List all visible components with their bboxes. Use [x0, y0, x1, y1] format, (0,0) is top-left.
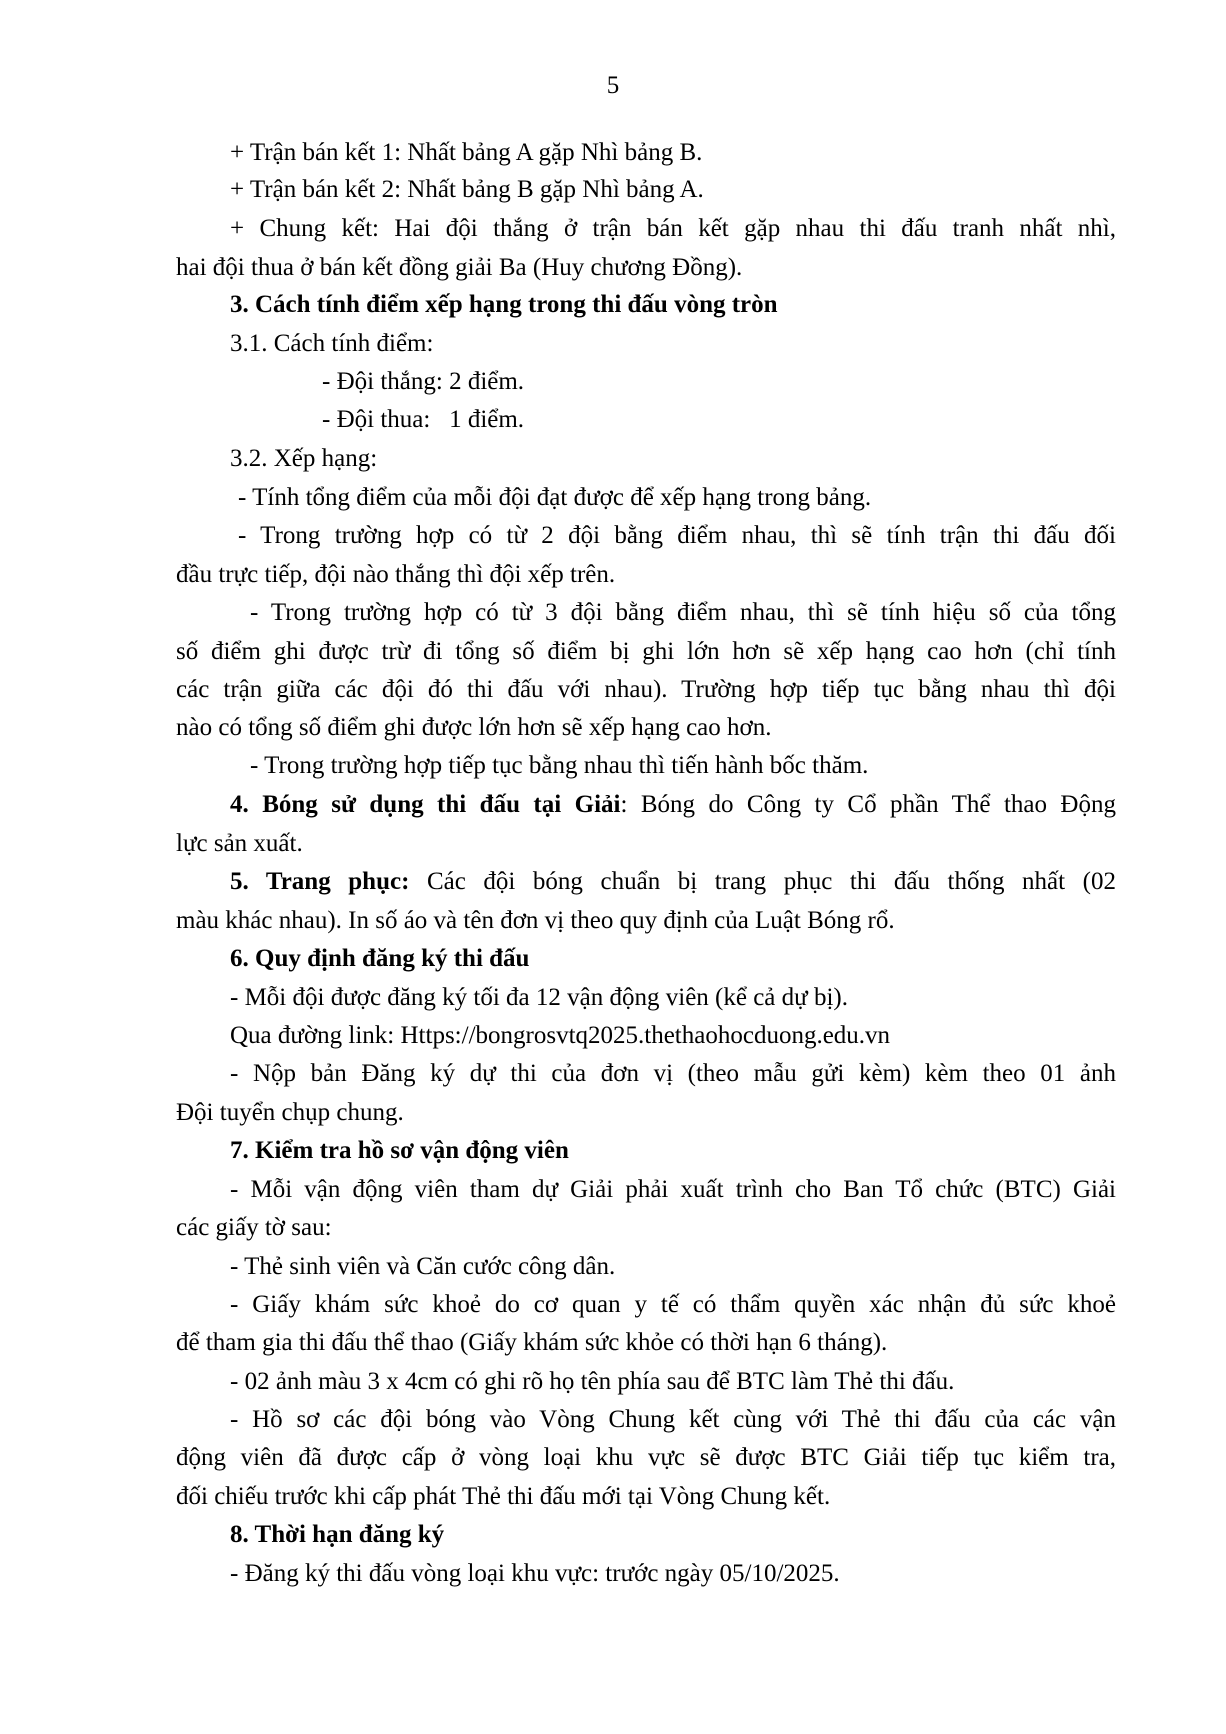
ranking-rule-2-line-2: đầu trực tiếp, đội nào thắng thì đội xếp trên.: [176, 561, 616, 588]
registration-deadline: - Đăng ký thi đấu vòng loại khu vực: trước ngày 05/10/2025.: [230, 1560, 840, 1587]
section-4-text: : Bóng do Công ty Cổ phần Thể thao Động: [620, 791, 1116, 818]
student-card-rule: - Thẻ sinh viên và Căn cước công dân.: [230, 1253, 616, 1280]
final-round-docs-line-1: - Hồ sơ các đội bóng vào Vòng Chung kết cùng với Thẻ thi đấu của các vận: [230, 1406, 1116, 1433]
section-4-line-1: [230, 790, 1116, 820]
health-certificate-line-1: - Giấy khám sức khoẻ do cơ quan y tế có thẩm quyền xác nhận đủ sức khoẻ: [230, 1291, 1116, 1318]
section-4-line-2: lực sản xuất.: [176, 830, 303, 857]
section-8-heading: [230, 1520, 1170, 1550]
health-certificate-line-2: để tham gia thi đấu thể thao (Giấy khám sức khỏe có thời hạn 6 tháng).: [176, 1329, 888, 1356]
semifinal-2: + Trận bán kết 2: Nhất bảng B gặp Nhì bảng A.: [230, 176, 704, 203]
final-round-docs-line-2: động viên đã được cấp ở vòng loại khu vực sẽ được BTC Giải tiếp tục kiểm tra,: [176, 1444, 1116, 1471]
final-line-1: + Chung kết: Hai đội thắng ở trận bán kết gặp nhau thi đấu tranh nhất nhì,: [230, 215, 1116, 242]
submit-form-line-1: - Nộp bản Đăng ký dự thi của đơn vị (theo mẫu gửi kèm) kèm theo 01 ảnh: [230, 1060, 1116, 1087]
section-3-heading: [230, 290, 1170, 320]
section-8-title: 8. Thời hạn đăng ký: [230, 1521, 445, 1548]
section-3-title: 3. Cách tính điểm xếp hạng trong thi đấu vòng tròn: [230, 291, 778, 318]
page-number: 5: [606, 72, 620, 99]
section-5-text: Các đội bóng chuẩn bị trang phục thi đấu thống nhất (02: [409, 868, 1116, 895]
registration-link: Qua đường link: Https://bongrosvtq2025.thethaohocduong.edu.vn: [230, 1022, 891, 1049]
documents-intro-line-2: các giấy tờ sau:: [176, 1214, 332, 1241]
final-line-2: hai đội thua ở bán kết đồng giải Ba (Huy chương Đồng).: [176, 254, 743, 281]
section-5-line-1: [230, 867, 1116, 897]
section-6-heading: [230, 944, 1170, 974]
section-7-title: 7. Kiểm tra hồ sơ vận động viên: [230, 1137, 569, 1164]
ranking-rule-1: - Tính tổng điểm của mỗi đội đạt được để xếp hạng trong bảng.: [238, 484, 872, 511]
ranking-rule-3-line-3: các trận giữa các đội đó thi đấu với nhau). Trường hợp tiếp tục bằng nhau thì đội: [176, 676, 1116, 703]
max-players-rule: - Mỗi đội được đăng ký tối đa 12 vận động viên (kể cả dự bị).: [230, 984, 848, 1011]
win-points: - Đội thắng: 2 điểm.: [322, 368, 525, 395]
ranking-rule-3-line-4: nào có tổng số điểm ghi được lớn hơn sẽ xếp hạng cao hơn.: [176, 714, 772, 741]
documents-intro-line-1: - Mỗi vận động viên tham dự Giải phải xuất trình cho Ban Tổ chức (BTC) Giải: [230, 1176, 1116, 1203]
section-5-line-2: màu khác nhau). In số áo và tên đơn vị theo quy định của Luật Bóng rổ.: [176, 907, 895, 934]
semifinal-1: + Trận bán kết 1: Nhất bảng A gặp Nhì bảng B.: [230, 139, 703, 166]
loss-points: - Đội thua: 1 điểm.: [322, 406, 525, 433]
ranking-rule-2-line-1: - Trong trường hợp có từ 2 đội bằng điểm nhau, thì sẽ tính trận thi đấu đối: [238, 522, 1116, 549]
photo-rule: - 02 ảnh màu 3 x 4cm có ghi rõ họ tên phía sau để BTC làm Thẻ thi đấu.: [230, 1368, 955, 1395]
final-round-docs-line-3: đối chiếu trước khi cấp phát Thẻ thi đấu mới tại Vòng Chung kết.: [176, 1483, 831, 1510]
submit-form-line-2: Đội tuyển chụp chung.: [176, 1099, 404, 1126]
subsection-3-1: 3.1. Cách tính điểm:: [230, 330, 434, 357]
subsection-3-2: 3.2. Xếp hạng:: [230, 445, 378, 472]
section-4-title: 4. Bóng sử dụng thi đấu tại Giải: [230, 791, 621, 818]
section-5-title: 5. Trang phục:: [230, 868, 410, 895]
ranking-rule-3-line-2: số điểm ghi được trừ đi tổng số điểm bị ghi lớn hơn sẽ xếp hạng cao hơn (chỉ tính: [176, 638, 1116, 665]
section-6-title: 6. Quy định đăng ký thi đấu: [230, 945, 530, 972]
ranking-rule-4: - Trong trường hợp tiếp tục bằng nhau thì tiến hành bốc thăm.: [250, 752, 869, 779]
section-7-heading: [230, 1136, 1170, 1166]
ranking-rule-3-line-1: - Trong trường hợp có từ 3 đội bằng điểm nhau, thì sẽ tính hiệu số của tổng: [250, 599, 1116, 626]
